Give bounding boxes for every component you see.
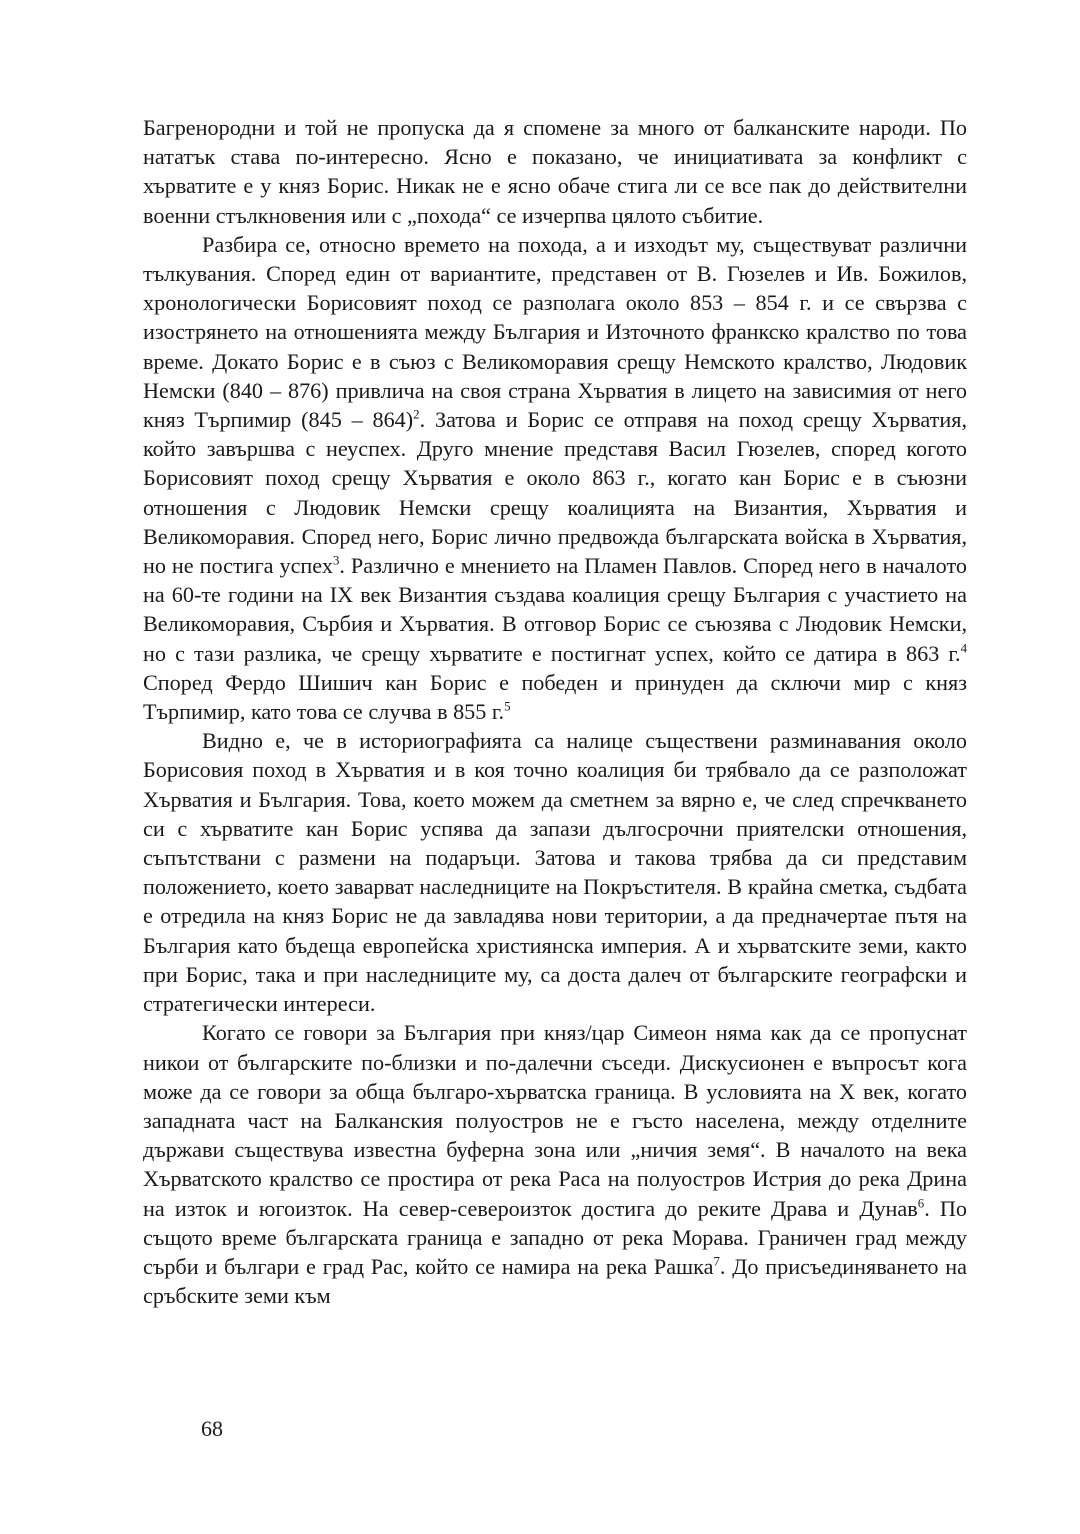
text-run: . Затова и Борис се отправя на поход срещу Хърватия, който завършва с неуспех. Друго мнение представя Васил Гюзелев, според когото Борисовият поход срещу Хърватия е около 863 г., когато кан Борис е в съюзни отношения с Людовик Немски срещу коалицията на Византия, Хърватия и Великоморавия. Според него, Борис лично предвожда българската войска в Хърватия, но не постига успех bbox=[143, 407, 967, 579]
paragraph-p1 bbox=[143, 113, 967, 230]
footnote-ref-2[interactable]: 2 bbox=[413, 407, 420, 422]
text-run: Разбира се, относно времето на похода, а и изходът му, съществуват различни тълкувания. Според един от вариантите, представен от В. Гюзелев и Ив. Божилов, хронологически Борисовият поход се разполага около 853 – 854 г. и се свързва с изострянето на отношенията между България и Източното франкско кралство по това време. Докато Борис е в съюз с Великоморавия срещу Немското кралство, Людовик Немски (840 – 876) привлича на своя страна Хърватия в лицето на зависимия от него княз Търпимир (845 – 864) bbox=[143, 231, 967, 433]
body-text bbox=[143, 113, 967, 1310]
text-run: . По същото време българската граница е западно от река Морава. Граничен град между сърби и българи е град Рас, който се намира на река Рашка bbox=[143, 1195, 967, 1279]
text-run: . До присъединяването на сръбските земи към bbox=[143, 1253, 967, 1309]
footnote-ref-5[interactable]: 5 bbox=[504, 699, 511, 714]
paragraph-p2 bbox=[143, 230, 967, 726]
footnote-ref-4[interactable]: 4 bbox=[960, 641, 967, 656]
text-run: Според Фердо Шишич кан Борис е победен и принуден да сключи мир с княз Търпимир, като това се случва в 855 г. bbox=[143, 669, 967, 725]
text-run: . Различно е мнението на Пламен Павлов. Според него в началото на 60-те години на IX век Византия създава коалиция срещу България с участието на Великоморавия, Сърбия и Хърватия. В отговор Борис се съюзява с Людовик Немски, но с тази разлика, че срещу хърватите е постигнат успех, който се датира в 863 г. bbox=[143, 553, 967, 666]
text-run: Когато се говори за България при княз/цар Симеон няма как да се пропуснат никои от българските по-близки и по-далечни съседи. Дискусионен е въпросът кога може да се говори за обща българо-хърватска граница. В условията на X век, когато западната част на Балканския полуостров не е гъсто населена, между отделните държави съществува известна буферна зона или „ничия земя“. В началото на века Хърватското кралство се простира от река Раса на полуостров Истрия до река Дрина на изток и югоизток. На север-североизток достига до реките Драва и Дунав bbox=[143, 1020, 967, 1221]
text-run: Видно е, че в историографията са налице съществени разминавания около Борисовия поход в Хърватия и в коя точно коалиция би трябвало да се разположат Хърватия и България. Това, което можем да сметнем за вярно е, че след спречкването си с хърватите кан Борис успява да запази дългосрочни приятелски отношения, съпътствани с размени на подаръци. Затова и такова трябва да си представим положението, което заварват наследниците на Покръстителя. В крайна сметка, съдбата е отредила на княз Борис не да завладява нови територии, а да предначертае пътя на България като бъдеща европейска християнска империя. А и хърватските земи, както при Борис, така и при наследниците му, са доста далеч от българските географски и стратегически интереси. bbox=[143, 728, 967, 1017]
footnote-ref-7[interactable]: 7 bbox=[713, 1254, 720, 1269]
text-run: Багренородни и той не пропуска да я спомене за много от балканските народи. По нататък става по-интересно. Ясно е показано, че инициативата за конфликт с хърватите е у княз Борис. Никак не е ясно обаче стига ли се все пак до действителни военни стълкновения или с „похода“ се изчерпва цялото събитие. bbox=[143, 115, 967, 228]
paragraph-p3 bbox=[143, 726, 967, 1018]
footnote-ref-3[interactable]: 3 bbox=[332, 553, 340, 568]
footnote-ref-6[interactable]: 6 bbox=[917, 1196, 925, 1211]
page-number: 68 bbox=[201, 1416, 223, 1441]
paragraph-p4 bbox=[143, 1018, 967, 1310]
